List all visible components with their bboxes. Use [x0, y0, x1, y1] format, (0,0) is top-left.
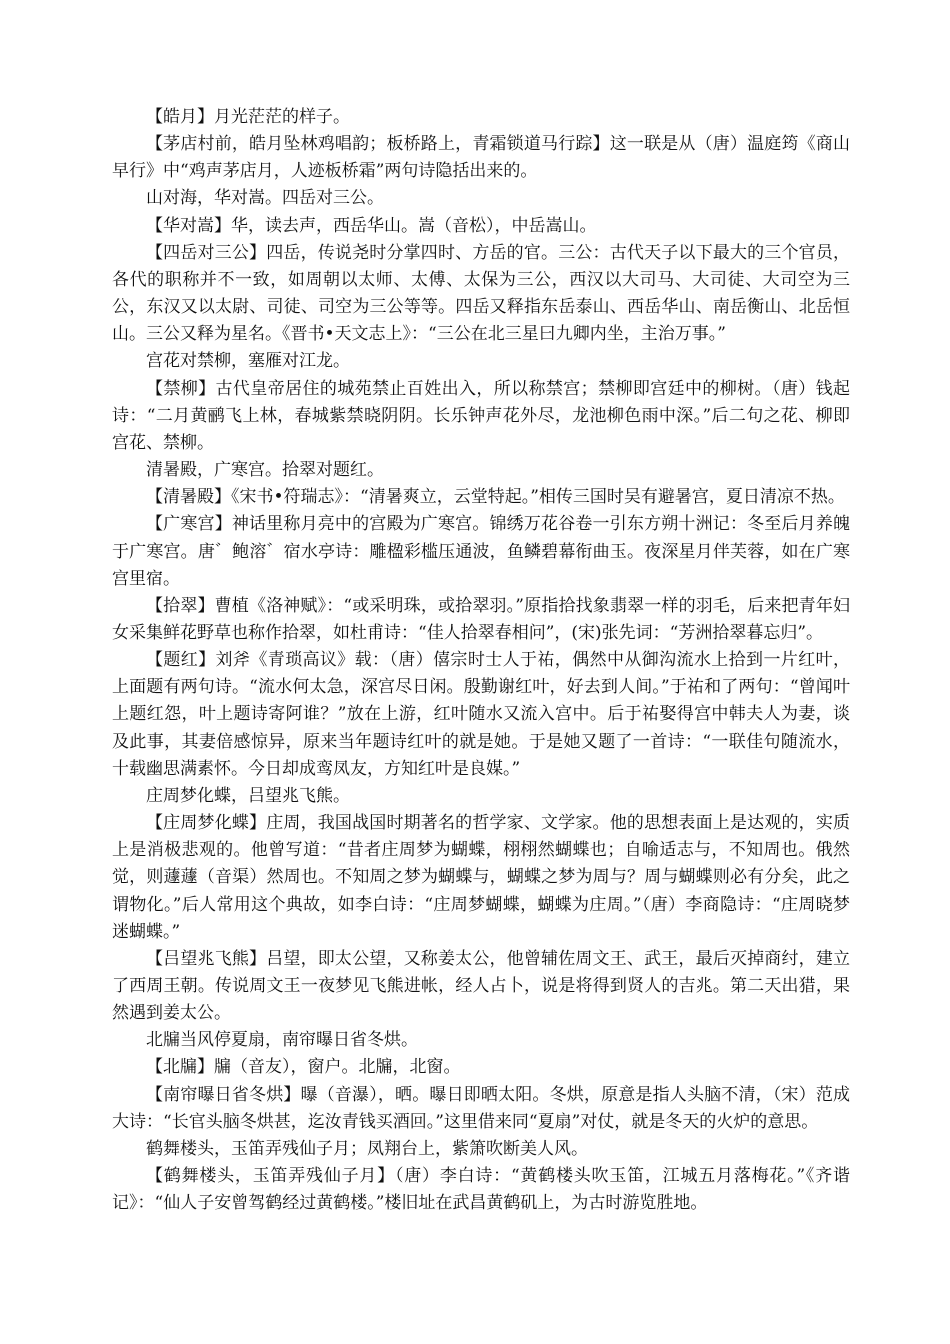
paragraph-maodian: 【茅店村前，皓月坠林鸡唱韵；板桥路上，青霜锁道马行踪】这一联是从（唐）温庭筠《商山早行》中“鸡声茅店月，人迹板桥霜”两句诗隐括出来的。: [112, 134, 850, 182]
paragraph-tihong: 【题红】刘斧《青琐高议》载：（唐）僖宗时士人于祐，偶然中从御沟流水上拾到一片红叶，上面题有两句诗。“流水何太急，深宫尽日闲。殷勤谢红叶，好去到人间。”于祐和了两句：“曾闻叶上题红怨，叶上题诗寄阿谁？”放在上游，红叶随水又流入宫中。后于祐娶得宫中韩夫人为妻，谈及此事，其妻倍感惊异，原来当年题诗红叶的就是她。于是她又题了一首诗：“一联佳句随流水，十载幽思满素怀。今日却成鸾凤友，方知红叶是良媒。”: [112, 650, 850, 779]
paragraph-jinliu: 【禁柳】古代皇帝居住的城苑禁止百姓出入，所以称禁宫；禁柳即宫廷中的柳树。（唐）钱起诗：“二月黄鹂飞上林，春城紫禁晓阴阴。长乐钟声花外尽，龙池柳色雨中深。”后二句之花、柳即宫花、禁柳。: [112, 378, 850, 453]
paragraph-shicui: 【拾翠】曹植《洛神赋》：“或采明珠，或拾翠羽。”原指拾找象翡翠一样的羽毛，后来把青年妇女采集鲜花野草也称作拾翠，如杜甫诗：“佳人拾翠春相问”，(宋)张先词：“芳洲拾翠暮忘归”。: [112, 595, 850, 643]
verse-line-gonghua: 宫花对禁柳，塞雁对江龙。: [146, 351, 350, 372]
verse-line-zhuangzhou: 庄周梦化蝶，吕望兆飞熊。: [146, 785, 350, 806]
paragraph-guanghangong: 【广寒宫】神话里称月亮中的宫殿为广寒宫。锦绣万花谷卷一引东方朔十洲记：冬至后月养魄于广寒宫。唐゛鲍溶゛宿水亭诗：雕楹彩槛压通波，鱼鳞碧幕衔曲玉。夜深星月伴芙蓉，如在广寒宫里宿。: [112, 514, 850, 589]
paragraph-siyue-sangong: 【四岳对三公】四岳，传说尧时分掌四时、方岳的官。三公：古代天子以下最大的三个官员，各代的职称并不一致，如周朝以太师、太傅、太保为三公，西汉以大司马、大司徒、大司空为三公，东汉又以太尉、司徒、司空为三公等等。四岳又释指东岳泰山、西岳华山、南岳衡山、北岳恒山。三公又释为星名。《晋书•天文志上》：“三公在北三星曰九卿内坐，主治万事。”: [112, 242, 850, 345]
verse-line-qingshudian: 清暑殿，广寒宫。拾翠对题红。: [146, 460, 384, 481]
paragraph-hua-dui-song: 【华对嵩】华，读去声，西岳华山。嵩（音松），中岳嵩山。: [146, 215, 597, 236]
paragraph-qingshudian: 【清暑殿】《宋书•符瑞志》：“清暑爽立，云堂特起。”相传三国时吴有避暑宫，夏日清凉不热。: [146, 487, 845, 508]
paragraph-nanlian: 【南帘曝日省冬烘】曝（音瀑），晒。曝日即晒太阳。冬烘，原意是指人头脑不清，（宋）范成大诗：“长官头脑冬烘甚，迄汝青钱买酒回。”这里借来同“夏扇”对仗，就是冬天的火炉的意思。: [112, 1084, 850, 1132]
paragraph-lvwang: 【吕望兆飞熊】吕望，即太公望，又称姜太公，他曾辅佐周文王、武王，最后灭掉商纣，建立了西周王朝。传说周文王一夜梦见飞熊进帐，经人占卜，说是将得到贤人的吉兆。第二天出猎，果然遇到姜太公。: [112, 948, 850, 1024]
paragraph-haoyue: 【皓月】月光茫茫的样子。: [146, 107, 350, 127]
verse-line-beiyou: 北牖当风停夏扇，南帘曝日省冬烘。: [146, 1030, 418, 1051]
document-page: [112, 104, 850, 1217]
verse-line-hewu: 鹤舞楼头，玉笛弄残仙子月；凤翔台上，紫箫吹断美人风。: [146, 1138, 588, 1159]
paragraph-beiyou: 【北牖】牖（音友），窗户。北牖，北窗。: [146, 1057, 461, 1078]
verse-line-shan-dui-hai: 山对海，华对嵩。四岳对三公。: [146, 188, 384, 209]
paragraph-zhuangzhou: 【庄周梦化蝶】庄周，我国战国时期著名的哲学家、文学家。他的思想表面上是达观的，实质上是消极悲观的。他曾写道：“昔者庄周梦为蝴蝶，栩栩然蝴蝶也；自喻适志与，不知周也。俄然觉，则蘧蘧（音渠）然周也。不知周之梦为蝴蝶与，蝴蝶之梦为周与？周与蝴蝶则必有分矣，此之谓物化。”后人常用这个典故，如李白诗：“庄周梦蝴蝶，蝴蝶为庄周。”（唐）李商隐诗：“庄周晓梦迷蝴蝶。”: [112, 813, 850, 942]
paragraph-hewu: 【鹤舞楼头，玉笛弄残仙子月】（唐）李白诗：“黄鹤楼头吹玉笛，江城五月落梅花。”《齐谐记》：“仙人子安曾驾鹤经过黄鹤楼。”楼旧址在武昌黄鹤矶上，为古时游览胜地。: [112, 1166, 850, 1214]
